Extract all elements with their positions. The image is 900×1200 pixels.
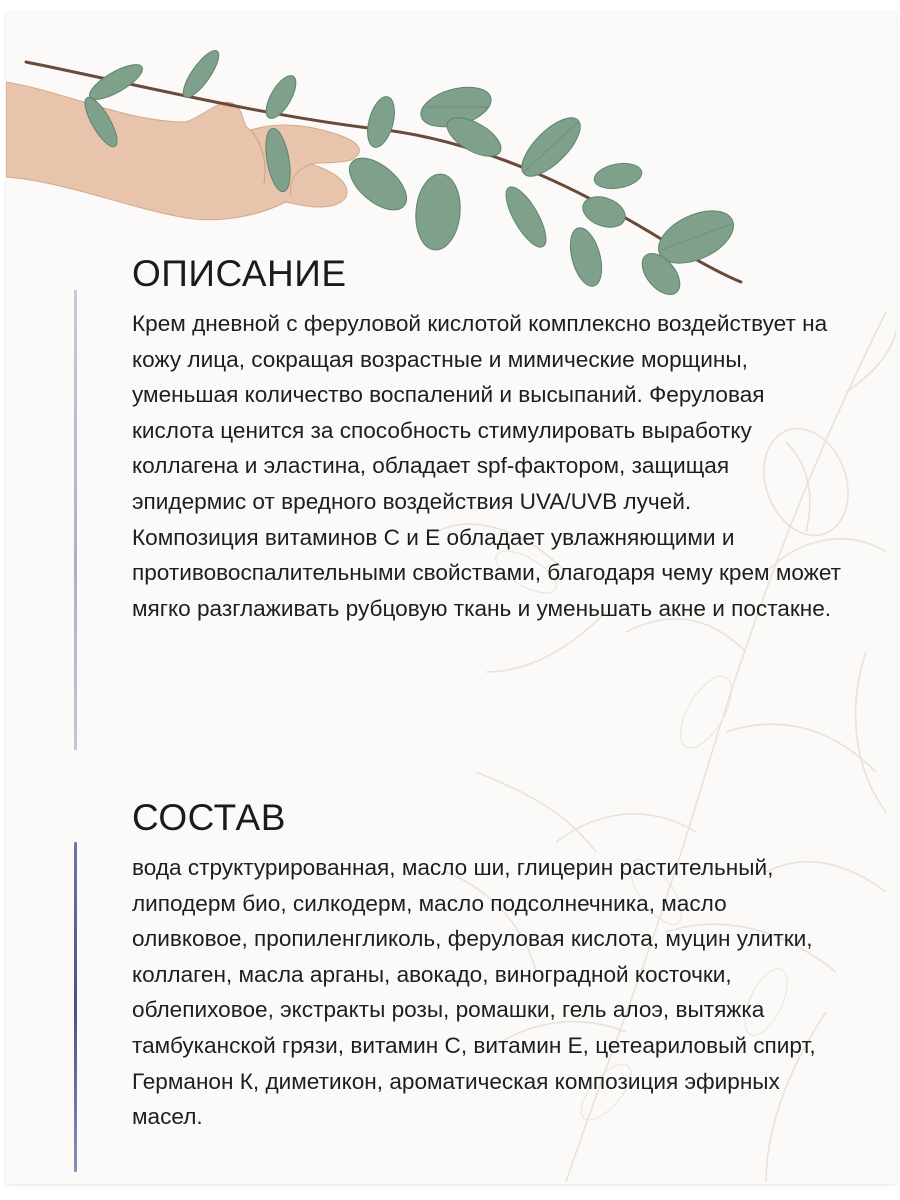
composition-heading: СОСТАВ [132, 797, 286, 838]
description-heading: ОПИСАНИЕ [132, 253, 347, 294]
composition-accent-line [74, 842, 77, 1172]
composition-section [132, 794, 842, 1135]
description-paragraph-2: Композиция витаминов С и Е обладает увлажняющими и противовоспалительными свойствами, благодаря чему крем может мягко разглаживать рубцовую ткань и уменьшать акне и постакне. [132, 524, 841, 621]
description-paragraph-1: Крем дневной с феруловой кислотой комплексно воздействует на кожу лица, сокращая возрастные и мимические морщины, уменьшая количество воспалений и высыпаний. Феруловая кислота ценится за способность стимулировать выработку коллагена и эластина, обладает spf-фактором, защищая эпидермис от вредного воздействия UVA/UVB лучей. [132, 311, 828, 514]
composition-text: вода структурированная, масло ши, глицерин растительный, липодерм био, силкодерм, масло подсолнечника, масло оливковое, пропиленгликоль, феруловая кислота, муцин улитки, коллаген, масла арганы, авокадо, виноградной косточки, облепиховое, экстракты розы, ромашки, гель алоэ, вытяжка тамбуканской грязи, витамин С, витамин Е, цетеариловый спирт, Германон К, диметикон, ароматическая композиция эфирных масел. [132, 855, 816, 1130]
branch-stem [26, 62, 741, 282]
hand-shape [6, 82, 359, 220]
description-section [132, 250, 842, 626]
description-accent-line [74, 290, 77, 750]
product-info-card [6, 12, 896, 1184]
